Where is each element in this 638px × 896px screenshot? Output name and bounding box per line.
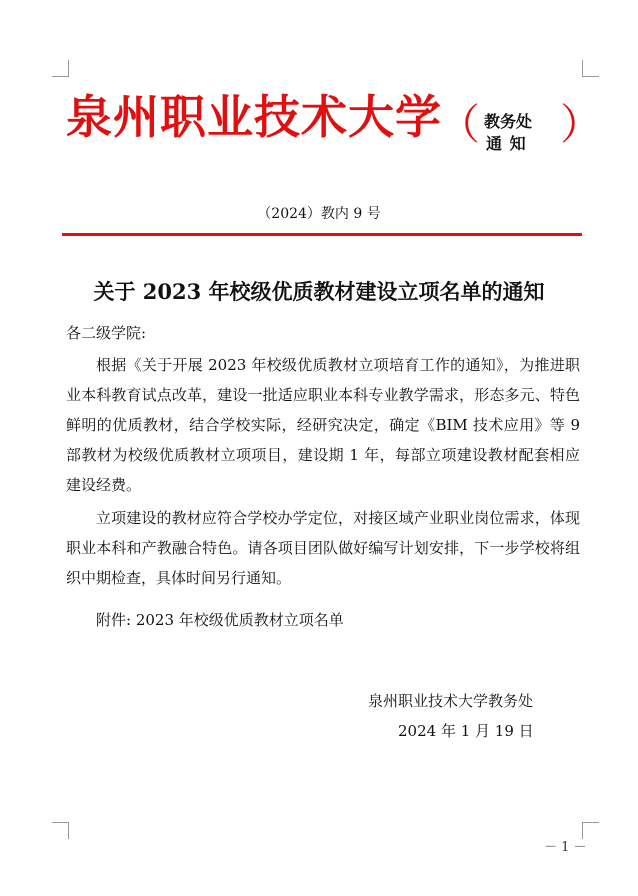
office-name: 教务处 — [484, 112, 533, 131]
notice-type: 通 知 — [486, 134, 527, 153]
document-number: （2024）教内 9 号 — [257, 206, 381, 222]
page-number: － 1 － — [544, 840, 587, 855]
body-paragraph-1: 根据《关于开展 2023 年校级优质教材立项培育工作的通知》，为推进职业本科教育试点改革，建设一批适应职业本科专业教学需求，形态多元、特色鲜明的优质教材，结合学校实际，经研究决定，确定《BIM 技术应用》等 9 部教材为校级优质教材立项项目，建设期 1 年，每部立项建设教材配套相应建设经费。 — [66, 356, 580, 494]
header-paren-open: （ — [438, 100, 481, 149]
header-paren-close: ） — [560, 100, 603, 149]
salutation: 各二级学院: — [66, 324, 147, 342]
document-title: 关于 2023 年校级优质教材建设立项名单的通知 — [93, 279, 545, 304]
crop-mark-top-right — [582, 60, 599, 77]
signature-date: 2024 年 1 月 19 日 — [398, 722, 534, 740]
attachment-line: 附件: 2023 年校级优质教材立项名单 — [96, 611, 344, 629]
signer: 泉州职业技术大学教务处 — [368, 692, 534, 710]
red-divider — [62, 233, 582, 236]
body-paragraph-2: 立项建设的教材应符合学校办学定位，对接区域产业职业岗位需求，体现职业本科和产教融合特色。请各项目团队做好编写计划安排，下一步学校将组织中期检查，具体时间另行通知。 — [66, 509, 580, 587]
issuer-name: 泉州职业技术大学 — [66, 90, 442, 144]
crop-mark-top-left — [52, 60, 69, 77]
crop-mark-bottom-left — [52, 822, 69, 839]
